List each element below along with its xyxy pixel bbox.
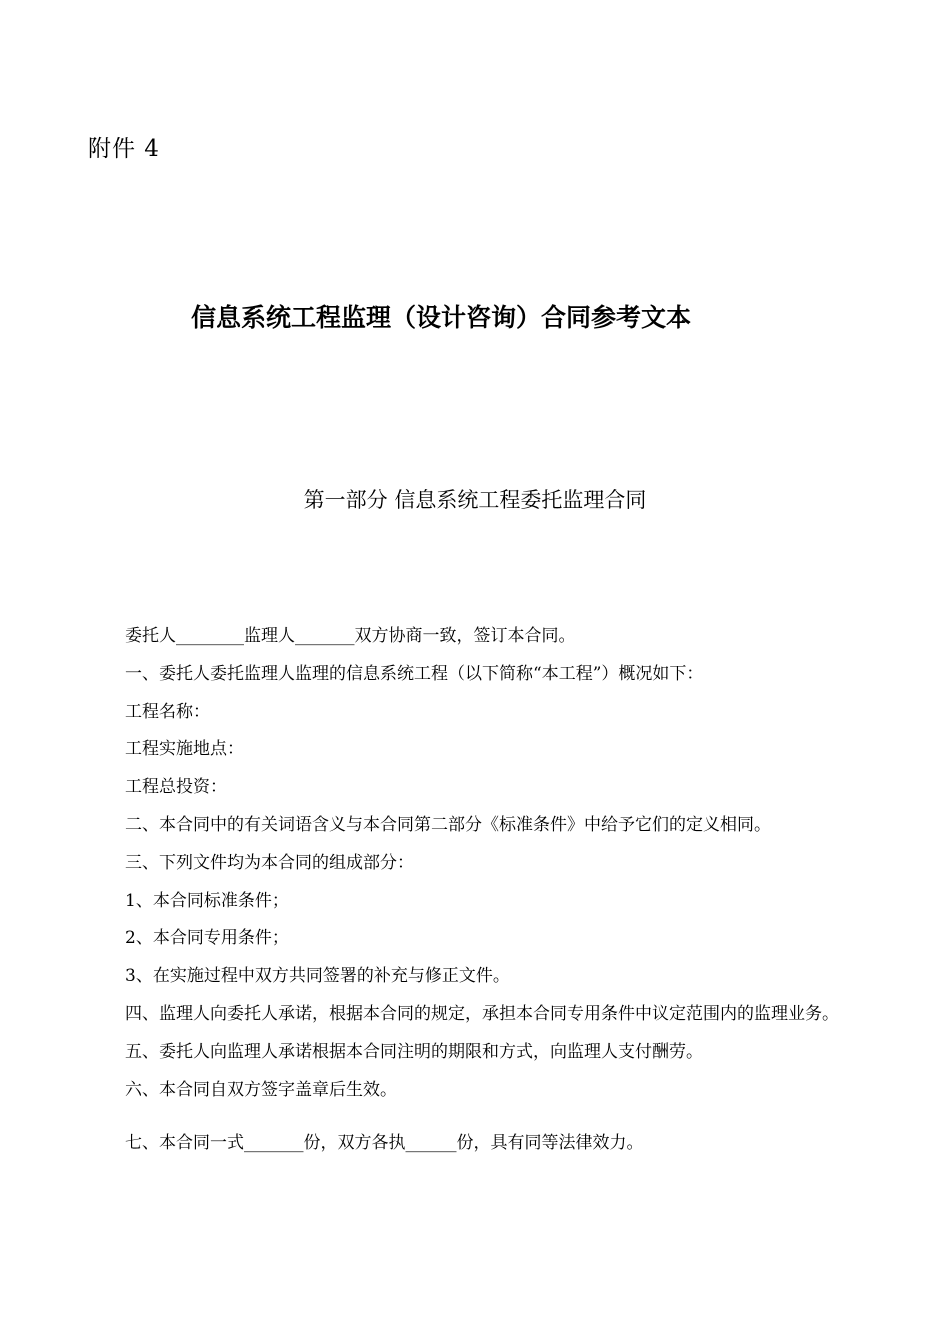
paragraph-clause-2: 二、本合同中的有关词语含义与本合同第二部分《标准条件》中给予它们的定义相同。 (125, 814, 771, 835)
paragraph-item-2: 2、本合同专用条件； (125, 928, 289, 949)
paragraph-project-location: 工程实施地点： (125, 739, 244, 760)
paragraph-clause-7: 七、本合同一式_______份，双方各执______份，具有同等法律效力。 (125, 1133, 644, 1154)
part-title: 第一部分 信息系统工程委托监理合同 (303, 488, 647, 512)
paragraph-clause-6: 六、本合同自双方签字盖章后生效。 (125, 1079, 397, 1100)
paragraph-item-1: 1、本合同标准条件； (125, 890, 289, 911)
paragraph-clause-4: 四、监理人向委托人承诺，根据本合同的规定，承担本合同专用条件中议定范围内的监理业务。 (125, 1003, 839, 1024)
paragraph-clause-3: 三、下列文件均为本合同的组成部分： (125, 852, 414, 873)
paragraph-item-3: 3、在实施过程中双方共同签署的补充与修正文件。 (125, 966, 510, 987)
paragraph-clause-1: 一、委托人委托监理人监理的信息系统工程（以下简称“本工程”）概况如下： (125, 663, 704, 684)
attachment-label: 附件 4 (88, 136, 160, 162)
document-title: 信息系统工程监理（设计咨询）合同参考文本 (190, 303, 691, 332)
paragraph-clause-5: 五、委托人向监理人承诺根据本合同注明的期限和方式，向监理人支付酬劳。 (125, 1041, 703, 1062)
paragraph-parties: 委托人________监理人_______双方协商一致，签订本合同。 (125, 626, 576, 646)
paragraph-project-investment: 工程总投资： (125, 777, 227, 798)
paragraph-project-name: 工程名称： (125, 701, 210, 722)
contract-body (88, 618, 858, 1163)
